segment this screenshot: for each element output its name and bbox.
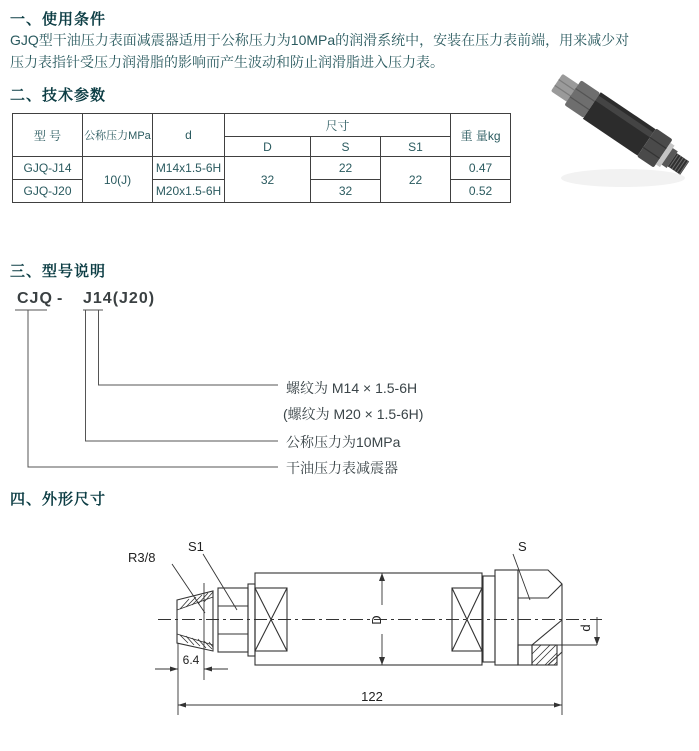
- cell-weight: 0.52: [451, 180, 511, 203]
- cell-D: 32: [225, 157, 311, 203]
- cell-weight: 0.47: [451, 157, 511, 180]
- dim-label-r38: R3/8: [128, 550, 156, 565]
- dim-label-d: d: [578, 624, 593, 632]
- section-outline-heading: 四、外形尺寸: [10, 491, 107, 508]
- leader-s1: [203, 554, 237, 610]
- cell-S: 22: [311, 157, 381, 180]
- product-photo: [543, 58, 699, 198]
- model-label-thread-m20: (螺纹为 M20 × 1.5-6H): [283, 406, 424, 422]
- model-label-product: 干油压力表减震器: [286, 460, 398, 476]
- damper-product: [547, 68, 694, 182]
- model-code-prefix: CJQ: [17, 290, 53, 307]
- dim-label-D: D: [369, 615, 384, 625]
- section-tech-heading: 二、技术参数: [10, 87, 107, 104]
- callout-line-pressure: [86, 310, 279, 441]
- tech-params-table: [12, 113, 511, 203]
- dim-label-64: 6.4: [182, 653, 200, 667]
- col-header-D: D: [225, 137, 311, 157]
- col-header-d: d: [153, 114, 225, 157]
- callout-line-thread: [99, 310, 279, 385]
- col-header-S: S: [311, 137, 381, 157]
- cell-model: GJQ-J20: [13, 180, 83, 203]
- callout-line-product: [28, 310, 278, 467]
- washer: [248, 584, 255, 656]
- cell-pressure: 10(J): [83, 157, 153, 203]
- ring: [495, 570, 518, 665]
- usage-line-2: 压力表指针受压力润滑脂的影响而产生波动和防止润滑脂进入压力表。: [10, 54, 444, 70]
- section-usage-heading: 一、使用条件: [10, 11, 107, 28]
- cell-d: M14x1.5-6H: [153, 157, 225, 180]
- collar: [483, 576, 495, 662]
- dim-label-s: S: [518, 539, 527, 554]
- model-label-pressure: 公称压力为10MPa: [286, 434, 401, 450]
- cell-S1: 22: [381, 157, 451, 203]
- leader-s: [513, 554, 530, 600]
- cell-model: GJQ-J14: [13, 157, 83, 180]
- dim-64-extensions: [178, 583, 204, 715]
- model-label-thread-m14: 螺纹为 M14 × 1.5-6H: [286, 380, 418, 396]
- model-code-dash: -: [57, 290, 64, 307]
- table-row: [13, 157, 511, 180]
- outline-drawing: [100, 528, 660, 733]
- dim-label-s1: S1: [188, 539, 204, 554]
- arrowheads: [170, 573, 600, 708]
- taper-thread: [177, 591, 213, 651]
- cell-d: M20x1.5-6H: [153, 180, 225, 203]
- usage-line-1: GJQ型干油压力表面减震器适用于公称压力为10MPa的润滑系统中，安装在压力表前端，用来减少对: [10, 32, 630, 48]
- hex-s1: [218, 588, 248, 652]
- col-header-weight: 重 量kg: [451, 114, 511, 157]
- col-header-pressure: 公称压力MPa: [83, 114, 153, 157]
- col-header-model: 型 号: [13, 114, 83, 157]
- dim-label-122: 122: [361, 689, 383, 704]
- damper-outline: [177, 570, 597, 665]
- col-header-size: 尺寸: [225, 114, 451, 137]
- cell-S: 32: [311, 180, 381, 203]
- section-model-heading: 三、型号说明: [10, 263, 107, 280]
- threaded-stub-section: [518, 645, 597, 665]
- model-code-suffix: J14(J20): [83, 290, 156, 307]
- product-shadow: [561, 169, 685, 187]
- col-header-S1: S1: [381, 137, 451, 157]
